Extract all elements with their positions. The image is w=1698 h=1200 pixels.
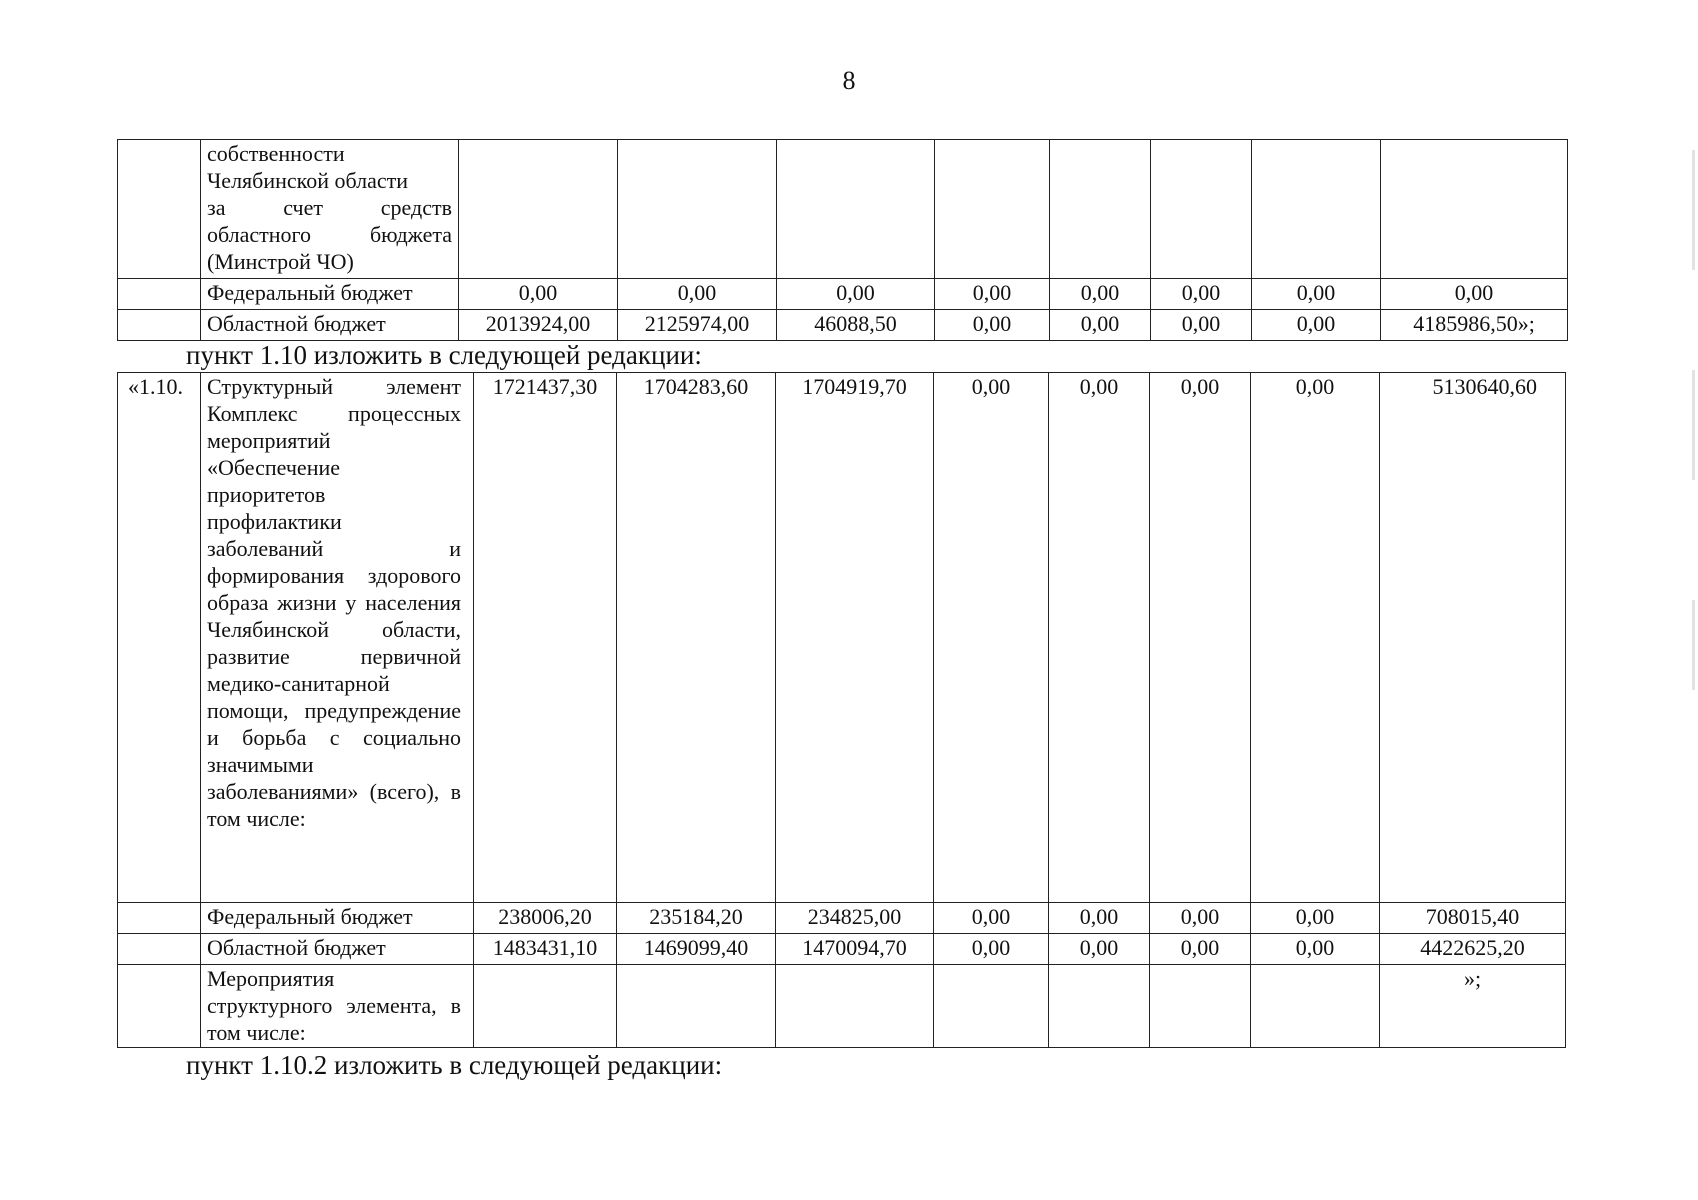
label-word: областного: [207, 222, 312, 247]
budget-table-continuation: [117, 139, 1568, 341]
value-cell: 1469099,40: [617, 934, 776, 965]
closing-quote-cell: »;: [1380, 965, 1566, 1048]
value-cell: 0,00: [1251, 934, 1380, 965]
value-cell: 0,00: [1049, 934, 1150, 965]
value-cell: 0,00: [777, 279, 935, 310]
table-row: [118, 373, 1566, 903]
value-cell: 1704283,60: [617, 373, 776, 903]
value-cell: 0,00: [1150, 903, 1251, 934]
value-cell: 0,00: [934, 373, 1049, 903]
value-cell: 0,00: [1381, 279, 1568, 310]
table-row: [118, 934, 1566, 965]
value-cell: 0,00: [1251, 373, 1380, 903]
value-cell: [776, 965, 934, 1048]
value-cell: 2125974,00: [618, 310, 777, 341]
value-cell: [935, 140, 1050, 279]
value-cell: 0,00: [934, 903, 1049, 934]
row-label: Областной бюджет: [201, 934, 474, 965]
value-cell: [617, 965, 776, 1048]
label-word: бюджета: [369, 222, 452, 247]
value-cell: 1470094,70: [776, 934, 934, 965]
table-row: [118, 310, 1568, 341]
value-cell: 0,00: [1251, 903, 1380, 934]
value-cell: 235184,20: [617, 903, 776, 934]
row-label: Федеральный бюджет: [201, 903, 474, 934]
value-cell: [777, 140, 935, 279]
label-line: [207, 221, 452, 248]
value-cell: [459, 140, 618, 279]
scan-artifact: [1692, 600, 1695, 690]
label-word: счет: [283, 195, 324, 220]
value-cell: [1151, 140, 1252, 279]
page-number: 8: [842, 66, 856, 95]
value-cell: 1704919,70: [776, 373, 934, 903]
value-cell: 0,00: [1049, 903, 1150, 934]
value-cell: 234825,00: [776, 903, 934, 934]
value-cell: 0,00: [934, 934, 1049, 965]
index-cell: [118, 903, 201, 934]
value-cell: 0,00: [1050, 279, 1151, 310]
paragraph-1-10-2: пункт 1.10.2 изложить в следующей редакции:: [186, 1050, 723, 1080]
label-line: собственности: [207, 141, 345, 166]
index-cell: [118, 140, 201, 279]
index-cell: [118, 965, 201, 1048]
row-label: Структурный элемент Комплекс процессных мероприятий «Обеспечение приоритетов профилактики заболеваний и формирования здорового образа жизни у населения Челябинской области, развитие первичной медико-санитарной помощи, предупреждение и борьба с социально значимыми заболеваниями» (всего), в том числе:: [201, 373, 474, 903]
value-cell: 46088,50: [777, 310, 935, 341]
scan-artifact: [1692, 150, 1695, 270]
value-cell: 0,00: [1151, 310, 1252, 341]
value-cell: [1049, 965, 1150, 1048]
table-row: [118, 279, 1568, 310]
value-cell: [618, 140, 777, 279]
value-cell: [1252, 140, 1381, 279]
value-cell: 1721437,30: [474, 373, 617, 903]
row-label: Федеральный бюджет: [201, 279, 459, 310]
index-cell: [118, 934, 201, 965]
row-label: [201, 140, 459, 279]
row-label: Мероприятия структурного элемента, в том числе:: [201, 965, 474, 1048]
label-line: Челябинской области: [207, 168, 409, 193]
value-cell: 1483431,10: [474, 934, 617, 965]
value-cell: 0,00: [459, 279, 618, 310]
value-cell: [474, 965, 617, 1048]
value-cell: 2013924,00: [459, 310, 618, 341]
index-cell: [118, 279, 201, 310]
row-label: Областной бюджет: [201, 310, 459, 341]
scan-artifact: [1692, 370, 1695, 480]
label-line: [207, 194, 452, 221]
table-row: [118, 140, 1568, 279]
value-cell: 0,00: [1150, 373, 1251, 903]
value-cell: [1150, 965, 1251, 1048]
value-cell: 0,00: [618, 279, 777, 310]
table-row: [118, 965, 1566, 1048]
value-cell: 0,00: [1252, 279, 1381, 310]
value-cell: 5130640,60: [1380, 373, 1566, 903]
value-cell: 4185986,50»;: [1381, 310, 1568, 341]
label-word: средств: [380, 195, 452, 220]
label-word: за: [207, 195, 226, 220]
value-cell: [934, 965, 1049, 1048]
paragraph-1-10: пункт 1.10 изложить в следующей редакции:: [186, 340, 702, 370]
value-cell: 238006,20: [474, 903, 617, 934]
value-cell: 4422625,20: [1380, 934, 1566, 965]
value-cell: 0,00: [1252, 310, 1381, 341]
value-cell: [1251, 965, 1380, 1048]
label-line: (Минстрой ЧО): [207, 249, 354, 274]
table-row: [118, 903, 1566, 934]
value-cell: 0,00: [935, 279, 1050, 310]
value-cell: 0,00: [1049, 373, 1150, 903]
value-cell: 0,00: [1050, 310, 1151, 341]
value-cell: 0,00: [1150, 934, 1251, 965]
value-cell: 0,00: [1151, 279, 1252, 310]
index-cell: «1.10.: [118, 373, 201, 903]
value-cell: 708015,40: [1380, 903, 1566, 934]
index-cell: [118, 310, 201, 341]
value-cell: 0,00: [935, 310, 1050, 341]
value-cell: [1381, 140, 1568, 279]
value-cell: [1050, 140, 1151, 279]
budget-table-1-10: [117, 372, 1566, 1048]
